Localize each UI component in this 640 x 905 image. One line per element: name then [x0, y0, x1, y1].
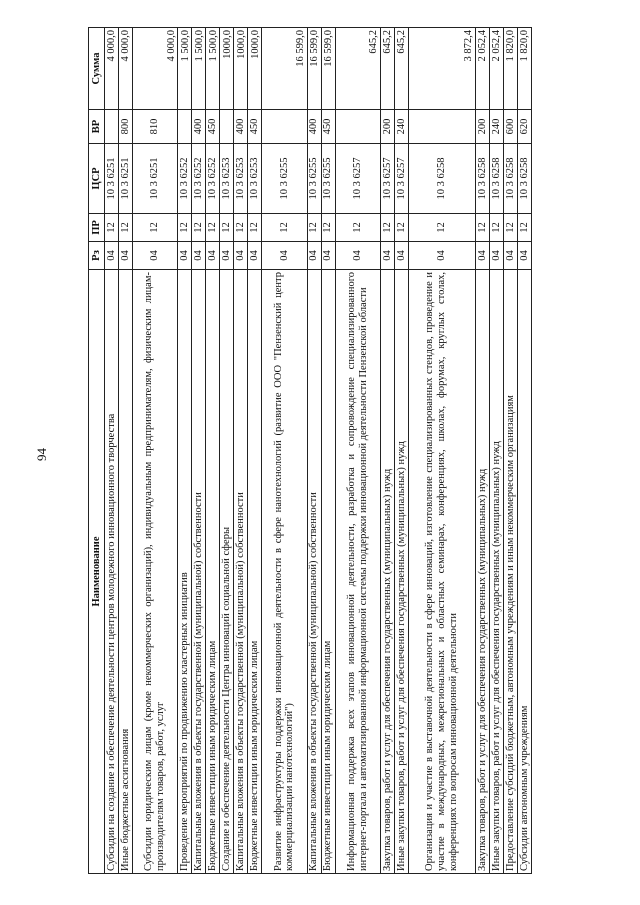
row-vr: 400	[192, 110, 206, 144]
row-rz: 04	[476, 242, 490, 270]
budget-table-container	[88, 28, 532, 874]
row-name: Предоставление субсидий бюджетным, автономным учреждениям и иным некоммерческим организациям	[504, 270, 518, 874]
row-sum: 4 000,0	[133, 28, 178, 110]
table-row	[220, 28, 234, 874]
table-row	[133, 28, 178, 874]
row-vr	[408, 110, 475, 144]
row-name: Организация и участие в выставочной деятельности в сфере инноваций, изготовление специализированных стендов, проведение и участие в международных, межрегиональных и областных семинарах, конференциях, школах, форумах, круглых столах, конференциях по вопросам инновационной деятельности	[408, 270, 475, 874]
row-vr: 240	[490, 110, 504, 144]
table-row	[504, 28, 518, 874]
row-rz: 04	[248, 242, 262, 270]
row-name: Субсидии на создание и обеспечение деятельности центров молодежного инновационного творчества	[105, 270, 119, 874]
table-row	[192, 28, 206, 874]
row-pr: 12	[206, 214, 220, 242]
row-csr: 10 3 6257	[380, 144, 394, 214]
row-csr: 10 3 6253	[220, 144, 234, 214]
row-name: Информационная поддержка всех этапов инновационной деятельности, разработка и сопровождение специализированного интернет-портала и автоматизированной информационной системы поддержки инновационной деятельности Пензенской области	[335, 270, 380, 874]
row-vr: 800	[119, 110, 133, 144]
header-vr: ВР	[89, 110, 105, 144]
table-row	[262, 28, 307, 874]
row-vr: 620	[518, 110, 532, 144]
row-name: Бюджетные инвестиции иным юридическим лицам	[206, 270, 220, 874]
row-name: Бюджетные инвестиции иным юридическим лицам	[248, 270, 262, 874]
row-sum: 645,2	[394, 28, 408, 110]
row-vr	[220, 110, 234, 144]
row-vr	[105, 110, 119, 144]
row-pr: 12	[335, 214, 380, 242]
row-csr: 10 3 6252	[178, 144, 192, 214]
row-vr: 450	[206, 110, 220, 144]
row-rz: 04	[504, 242, 518, 270]
row-csr: 10 3 6251	[119, 144, 133, 214]
row-sum: 4 000,0	[119, 28, 133, 110]
row-pr: 12	[119, 214, 133, 242]
row-sum: 1 500,0	[192, 28, 206, 110]
table-row	[178, 28, 192, 874]
row-rz: 04	[178, 242, 192, 270]
row-vr: 450	[321, 110, 335, 144]
row-csr: 10 3 6252	[206, 144, 220, 214]
row-csr: 10 3 6258	[476, 144, 490, 214]
table-row	[476, 28, 490, 874]
table-row	[335, 28, 380, 874]
row-rz: 04	[234, 242, 248, 270]
header-rz: Рз	[89, 242, 105, 270]
row-pr: 12	[248, 214, 262, 242]
row-name: Капитальные вложения в объекты государственной (муниципальной) собственности	[192, 270, 206, 874]
row-rz: 04	[490, 242, 504, 270]
row-pr: 12	[105, 214, 119, 242]
row-vr: 600	[504, 110, 518, 144]
row-vr: 200	[380, 110, 394, 144]
row-vr	[335, 110, 380, 144]
row-rz: 04	[380, 242, 394, 270]
row-pr: 12	[220, 214, 234, 242]
row-csr: 10 3 6252	[192, 144, 206, 214]
row-sum: 645,2	[335, 28, 380, 110]
row-rz: 04	[408, 242, 475, 270]
header-csr: ЦСР	[89, 144, 105, 214]
row-csr: 10 3 6251	[105, 144, 119, 214]
budget-table	[88, 27, 532, 874]
header-sum: Сумма	[89, 28, 105, 110]
row-pr: 12	[490, 214, 504, 242]
row-pr: 12	[476, 214, 490, 242]
row-vr: 810	[133, 110, 178, 144]
table-row	[119, 28, 133, 874]
table-row	[518, 28, 532, 874]
row-sum: 645,2	[380, 28, 394, 110]
row-sum: 1 500,0	[206, 28, 220, 110]
row-pr: 12	[380, 214, 394, 242]
row-csr: 10 3 6258	[490, 144, 504, 214]
row-rz: 04	[262, 242, 307, 270]
table-row	[321, 28, 335, 874]
header-name: Наименование	[89, 270, 105, 874]
row-rz: 04	[220, 242, 234, 270]
row-sum: 16 599,0	[307, 28, 321, 110]
row-csr: 10 3 6255	[321, 144, 335, 214]
row-rz: 04	[133, 242, 178, 270]
row-sum: 16 599,0	[321, 28, 335, 110]
table-row	[234, 28, 248, 874]
row-pr: 12	[133, 214, 178, 242]
row-pr: 12	[234, 214, 248, 242]
table-row	[248, 28, 262, 874]
row-sum: 1 820,0	[504, 28, 518, 110]
row-rz: 04	[105, 242, 119, 270]
row-csr: 10 3 6255	[262, 144, 307, 214]
row-pr: 12	[307, 214, 321, 242]
row-pr: 12	[192, 214, 206, 242]
row-vr: 400	[307, 110, 321, 144]
table-row	[380, 28, 394, 874]
row-sum: 16 599,0	[262, 28, 307, 110]
table-row	[394, 28, 408, 874]
row-vr	[178, 110, 192, 144]
row-name: Закупка товаров, работ и услуг для обеспечения государственных (муниципальных) нужд	[380, 270, 394, 874]
row-vr	[262, 110, 307, 144]
row-name: Иные закупки товаров, работ и услуг для обеспечения государственных (муниципальных) нужд	[490, 270, 504, 874]
row-rz: 04	[335, 242, 380, 270]
row-csr: 10 3 6255	[307, 144, 321, 214]
row-sum: 1000,0	[234, 28, 248, 110]
row-name: Капитальные вложения в объекты государственной (муниципальной) собственности	[234, 270, 248, 874]
row-pr: 12	[408, 214, 475, 242]
row-rz: 04	[394, 242, 408, 270]
row-csr: 10 3 6253	[234, 144, 248, 214]
row-csr: 10 3 6251	[133, 144, 178, 214]
table-row	[490, 28, 504, 874]
row-name: Развитие инфраструктуры поддержки инновационной деятельности в сфере нанотехнологий (развитие ООО "Пензенский центр коммерциализации нанотехнологий")	[262, 270, 307, 874]
row-rz: 04	[518, 242, 532, 270]
table-row	[105, 28, 119, 874]
row-name: Капитальные вложения в объекты государственной (муниципальной) собственности	[307, 270, 321, 874]
row-sum: 2 052,4	[476, 28, 490, 110]
row-pr: 12	[262, 214, 307, 242]
table-header-row	[89, 28, 105, 874]
row-sum: 1 820,0	[518, 28, 532, 110]
row-vr: 400	[234, 110, 248, 144]
row-vr: 200	[476, 110, 490, 144]
row-name: Создание и обеспечение деятельности Центра инноваций социальной сферы	[220, 270, 234, 874]
row-sum: 1 500,0	[178, 28, 192, 110]
table-row	[206, 28, 220, 874]
row-name: Субсидии юридическим лицам (кроме некоммерческих организаций), индивидуальным предпринимателям, физическим лицам-производителям товаров, работ, услуг	[133, 270, 178, 874]
row-sum: 2 052,4	[490, 28, 504, 110]
row-csr: 10 3 6258	[518, 144, 532, 214]
row-name: Иные закупки товаров, работ и услуг для обеспечения государственных (муниципальных) нужд	[394, 270, 408, 874]
row-csr: 10 3 6253	[248, 144, 262, 214]
row-csr: 10 3 6257	[335, 144, 380, 214]
row-name: Закупка товаров, работ и услуг для обеспечения государственных (муниципальных) нужд	[476, 270, 490, 874]
row-pr: 12	[394, 214, 408, 242]
row-csr: 10 3 6257	[394, 144, 408, 214]
table-row	[408, 28, 475, 874]
row-rz: 04	[119, 242, 133, 270]
row-pr: 12	[178, 214, 192, 242]
row-vr: 450	[248, 110, 262, 144]
row-name: Субсидии автономным учреждениям	[518, 270, 532, 874]
row-pr: 12	[518, 214, 532, 242]
row-name: Бюджетные инвестиции иным юридическим лицам	[321, 270, 335, 874]
row-rz: 04	[321, 242, 335, 270]
row-sum: 1000,0	[248, 28, 262, 110]
row-csr: 10 3 6258	[408, 144, 475, 214]
row-name: Проведение мероприятий по продвижению кластерных инициатив	[178, 270, 192, 874]
row-pr: 12	[504, 214, 518, 242]
row-sum: 3 872,4	[408, 28, 475, 110]
row-rz: 04	[192, 242, 206, 270]
row-rz: 04	[307, 242, 321, 270]
row-csr: 10 3 6258	[504, 144, 518, 214]
row-pr: 12	[321, 214, 335, 242]
row-vr: 240	[394, 110, 408, 144]
table-row	[307, 28, 321, 874]
row-name: Иные бюджетные ассигнования	[119, 270, 133, 874]
row-sum: 1000,0	[220, 28, 234, 110]
page-number: 94	[34, 448, 49, 461]
row-rz: 04	[206, 242, 220, 270]
header-pr: ПР	[89, 214, 105, 242]
row-sum: 4 000,0	[105, 28, 119, 110]
